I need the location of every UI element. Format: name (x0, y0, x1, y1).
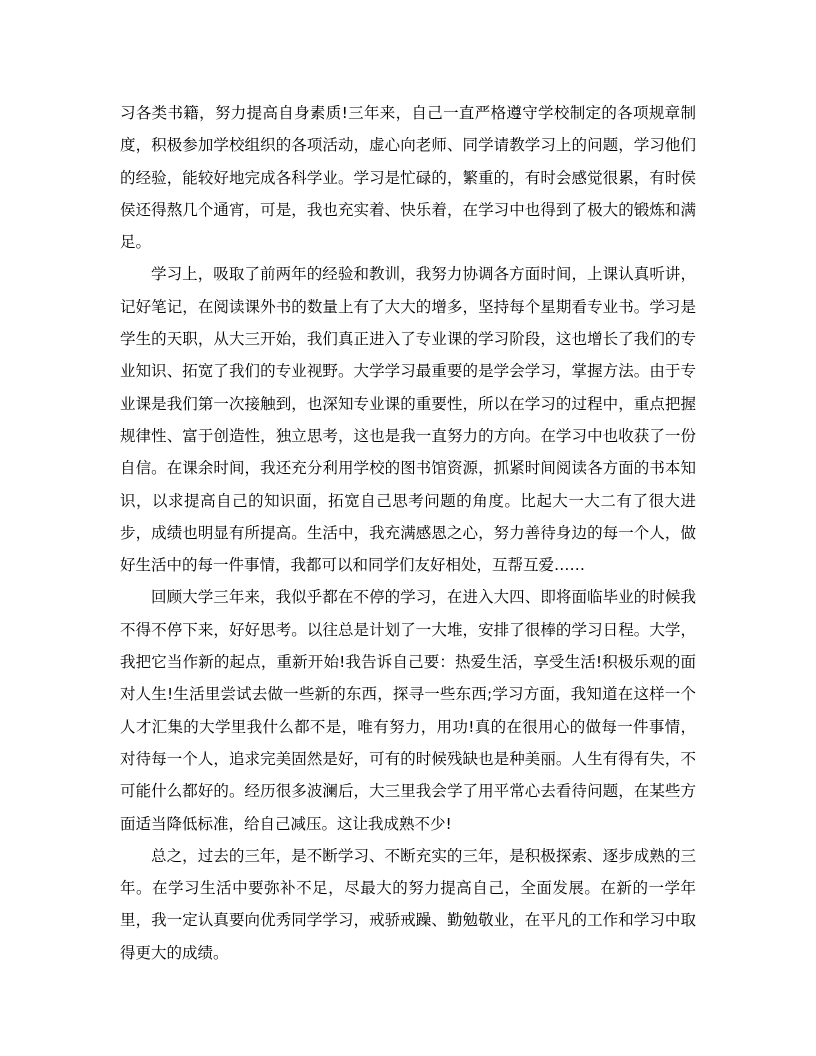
paragraph-2: 学习上，吸取了前两年的经验和教训，我努力协调各方面时间，上课认真听讲，记好笔记，在阅读课外书的数量上有了大大的增多，坚持每个星期看专业书。学习是学生的天职，从大三开始，我们真正进入了专业课的学习阶段，这也增长了我们的专业知识、拓宽了我们的专业视野。大学学习最重要的是学会学习，掌握方法。由于专业课是我们第一次接触到，也深知专业课的重要性，所以在学习的过程中，重点把握规律性、富于创造性，独立思考，这也是我一直努力的方向。在学习中也收获了一份自信。在课余时间，我还充分利用学校的图书馆资源，抓紧时间阅读各方面的书本知识，以求提高自己的知识面，拓宽自己思考问题的角度。比起大一大二有了很大进步，成绩也明显有所提高。生活中，我充满感恩之心，努力善待身边的每一个人，做好生活中的每一件事情，我都可以和同学们友好相处，互帮互爱…… (120, 265, 696, 575)
paragraph-1: 习各类书籍，努力提高自身素质!三年来，自己一直严格遵守学校制定的各项规章制度，积极参加学校组织的各项活动，虚心向老师、同学请教学习上的问题，学习他们的经验，能较好地完成各科学业。学习是忙碌的，繁重的，有时会感觉很累，有时侯侯还得熬几个通宵，可是，我也充实着、快乐着，在学习中也得到了极大的锻炼和满足。 (120, 104, 696, 252)
paragraph-3: 回顾大学三年来，我似乎都在不停的学习，在进入大四、即将面临毕业的时候我不得不停下来，好好思考。以往总是计划了一大堆，安排了很棒的学习日程。大学，我把它当作新的起点，重新开始!我告诉自己要：热爱生活，享受生活!积极乐观的面对人生!生活里尝试去做一些新的东西，探寻一些东西;学习方面，我知道在这样一个人才汇集的大学里我什么都不是，唯有努力，用功!真的在很用心的做每一件事情，对待每一个人，追求完美固然是好，可有的时候残缺也是种美丽。人生有得有失，不可能什么都好的。经历很多波澜后，大三里我会学了用平常心去看待问题，在某些方面适当降低标准，给自己减压。这让我成熟不少! (120, 588, 696, 833)
paragraph-4: 总之，过去的三年，是不断学习、不断充实的三年，是积极探索、逐步成熟的三年。在学习生活中要弥补不足，尽最大的努力提高自己，全面发展。在新的一学年里，我一定认真要向优秀同学学习，戒骄戒躁、勤勉敬业，在平凡的工作和学习中取得更大的成绩。 (120, 846, 696, 962)
document-body (120, 97, 696, 969)
